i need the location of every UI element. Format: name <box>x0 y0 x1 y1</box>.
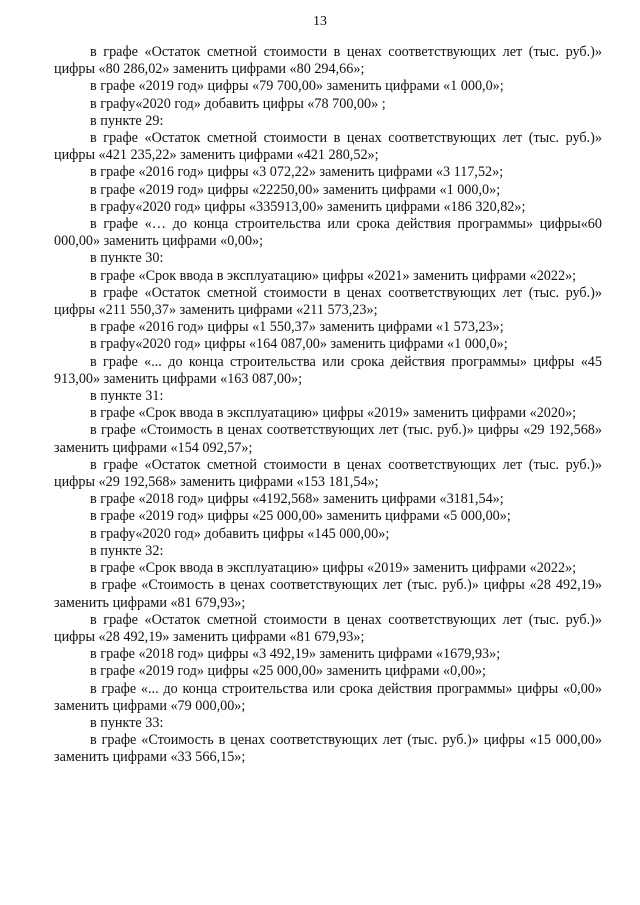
paragraph: в графе «... до конца строительства или срока действия программы» цифры «0,00» заменить цифрами «79 000,00»; <box>54 680 602 714</box>
paragraph: в пункте 29: <box>90 112 164 129</box>
page-number: 13 <box>313 14 327 29</box>
paragraph: в графе «Срок ввода в эксплуатацию» цифры «2019» заменить цифрами «2022»; <box>90 560 577 577</box>
paragraph: в графе «... до конца строительства или срока действия программы» цифры «45 913,00» заменить цифрами «163 087,00»; <box>54 353 602 387</box>
paragraph: в графе «2019 год» цифры «25 000,00» заменить цифрами «5 000,00»; <box>90 508 511 525</box>
paragraph: в графе «Срок ввода в эксплуатацию» цифры «2019» заменить цифрами «2020»; <box>90 405 577 422</box>
paragraph: в графе «2016 год» цифры «1 550,37» заменить цифрами «1 573,23»; <box>90 319 504 336</box>
paragraph: в графе «2019 год» цифры «25 000,00» заменить цифрами «0,00»; <box>90 663 486 680</box>
paragraph: в графу«2020 год» добавить цифры «145 000,00»; <box>90 525 390 542</box>
paragraph: в графе «2016 год» цифры «3 072,22» заменить цифрами «3 117,52»; <box>90 164 504 181</box>
paragraph: в графе «… до конца строительства или срока действия программы» цифры«60 000,00» заменить цифрами «0,00»; <box>54 216 602 250</box>
paragraph: в графе «Остаток сметной стоимости в ценах соответствующих лет (тыс. руб.)» цифры «80 286,02» заменить цифрами «80 294,66»; <box>54 44 602 78</box>
paragraph: в графе «2018 год» цифры «4192,568» заменить цифрами «3181,54»; <box>90 491 504 508</box>
paragraph: в графе «Остаток сметной стоимости в ценах соответствующих лет (тыс. руб.)» цифры «211 550,37» заменить цифрами «211 573,23»; <box>54 284 602 319</box>
paragraph: в графе «Стоимость в ценах соответствующих лет (тыс. руб.)» цифры «28 492,19» заменить цифрами «81 679,93»; <box>54 577 602 611</box>
paragraph: в графе «Стоимость в ценах соответствующих лет (тыс. руб.)» цифры «29 192,568» заменить цифрами «154 092,57»; <box>54 422 602 456</box>
paragraph: в графе «2019 год» цифры «79 700,00» заменить цифрами «1 000,0»; <box>90 78 504 95</box>
paragraph: в графе «2019 год» цифры «22250,00» заменить цифрами «1 000,0»; <box>90 181 501 198</box>
paragraph: в пункте 33: <box>90 714 164 731</box>
paragraph: в пункте 30: <box>90 250 164 267</box>
paragraph: в графу«2020 год» цифры «164 087,00» заменить цифрами «1 000,0»; <box>90 336 508 353</box>
paragraph: в графу«2020 год» добавить цифры «78 700,00» ; <box>90 95 386 112</box>
paragraph: в графе «Стоимость в ценах соответствующих лет (тыс. руб.)» цифры «15 000,00» заменить цифрами «33 566,15»; <box>54 732 602 766</box>
paragraph: в графе «Остаток сметной стоимости в ценах соответствующих лет (тыс. руб.)» цифры «421 235,22» заменить цифрами «421 280,52»; <box>54 130 602 164</box>
paragraph: в графе «2018 год» цифры «3 492,19» заменить цифрами «1679,93»; <box>90 646 501 663</box>
paragraph: в графе «Остаток сметной стоимости в ценах соответствующих лет (тыс. руб.)» цифры «29 192,568» заменить цифрами «153 181,54»; <box>54 456 602 491</box>
paragraph: в графе «Срок ввода в эксплуатацию» цифры «2021» заменить цифрами «2022»; <box>90 267 577 284</box>
paragraph: в пункте 32: <box>90 542 164 559</box>
paragraph: в графе «Остаток сметной стоимости в ценах соответствующих лет (тыс. руб.)» цифры «28 492,19» заменить цифрами «81 679,93»; <box>54 611 602 645</box>
paragraph: в графу«2020 год» цифры «335913,00» заменить цифрами «186 320,82»; <box>90 198 526 215</box>
document-body <box>54 44 602 767</box>
paragraph: в пункте 31: <box>90 388 164 405</box>
